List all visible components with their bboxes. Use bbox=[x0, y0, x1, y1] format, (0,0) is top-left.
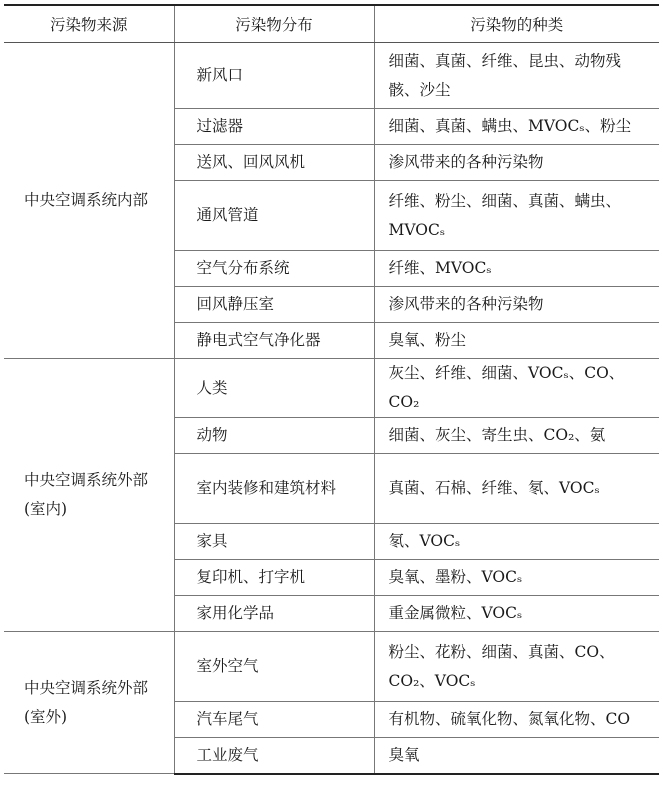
distribution-cell: 通风管道 bbox=[174, 181, 374, 251]
table-header bbox=[4, 5, 659, 43]
distribution-cell: 送风、回风风机 bbox=[174, 145, 374, 181]
types-cell: 真菌、石棉、纤维、氡、VOCₛ bbox=[374, 454, 659, 524]
distribution-cell: 新风口 bbox=[174, 43, 374, 109]
group-external-outdoor bbox=[4, 632, 659, 774]
source-cell: 中央空调系统外部(室外) bbox=[4, 632, 174, 774]
distribution-cell: 人类 bbox=[174, 359, 374, 418]
distribution-cell: 复印机、打字机 bbox=[174, 560, 374, 596]
distribution-cell: 过滤器 bbox=[174, 109, 374, 145]
types-cell: 渗风带来的各种污染物 bbox=[374, 145, 659, 181]
types-cell: 氡、VOCₛ bbox=[374, 524, 659, 560]
types-cell: 细菌、真菌、纤维、昆虫、动物残骸、沙尘 bbox=[374, 43, 659, 109]
group-internal bbox=[4, 43, 659, 359]
types-cell: 渗风带来的各种污染物 bbox=[374, 287, 659, 323]
types-cell: 臭氧 bbox=[374, 738, 659, 774]
distribution-cell: 家具 bbox=[174, 524, 374, 560]
distribution-cell: 家用化学品 bbox=[174, 596, 374, 632]
distribution-cell: 汽车尾气 bbox=[174, 702, 374, 738]
table-row bbox=[4, 43, 659, 109]
types-cell: 纤维、粉尘、细菌、真菌、螨虫、MVOCₛ bbox=[374, 181, 659, 251]
distribution-cell: 空气分布系统 bbox=[174, 251, 374, 287]
header-types: 污染物的种类 bbox=[374, 5, 659, 43]
types-cell: 粉尘、花粉、细菌、真菌、CO、CO₂、VOCₛ bbox=[374, 632, 659, 702]
header-row bbox=[4, 5, 659, 43]
types-cell: 臭氧、粉尘 bbox=[374, 323, 659, 359]
types-cell: 臭氧、墨粉、VOCₛ bbox=[374, 560, 659, 596]
types-cell: 纤维、MVOCₛ bbox=[374, 251, 659, 287]
types-cell: 灰尘、纤维、细菌、VOCₛ、CO、CO₂ bbox=[374, 359, 659, 418]
source-cell: 中央空调系统内部 bbox=[4, 43, 174, 359]
header-distribution: 污染物分布 bbox=[174, 5, 374, 43]
source-cell: 中央空调系统外部(室内) bbox=[4, 359, 174, 632]
distribution-cell: 静电式空气净化器 bbox=[174, 323, 374, 359]
table-row bbox=[4, 359, 659, 418]
distribution-cell: 回风静压室 bbox=[174, 287, 374, 323]
types-cell: 有机物、硫氧化物、氮氧化物、CO bbox=[374, 702, 659, 738]
types-cell: 重金属微粒、VOCₛ bbox=[374, 596, 659, 632]
distribution-cell: 动物 bbox=[174, 418, 374, 454]
distribution-cell: 室外空气 bbox=[174, 632, 374, 702]
distribution-cell: 室内装修和建筑材料 bbox=[174, 454, 374, 524]
pollutant-table bbox=[4, 4, 659, 775]
types-cell: 细菌、真菌、螨虫、MVOCₛ、粉尘 bbox=[374, 109, 659, 145]
types-cell: 细菌、灰尘、寄生虫、CO₂、氨 bbox=[374, 418, 659, 454]
distribution-cell: 工业废气 bbox=[174, 738, 374, 774]
header-source: 污染物来源 bbox=[4, 5, 174, 43]
table-row bbox=[4, 632, 659, 702]
group-external-indoor bbox=[4, 359, 659, 632]
